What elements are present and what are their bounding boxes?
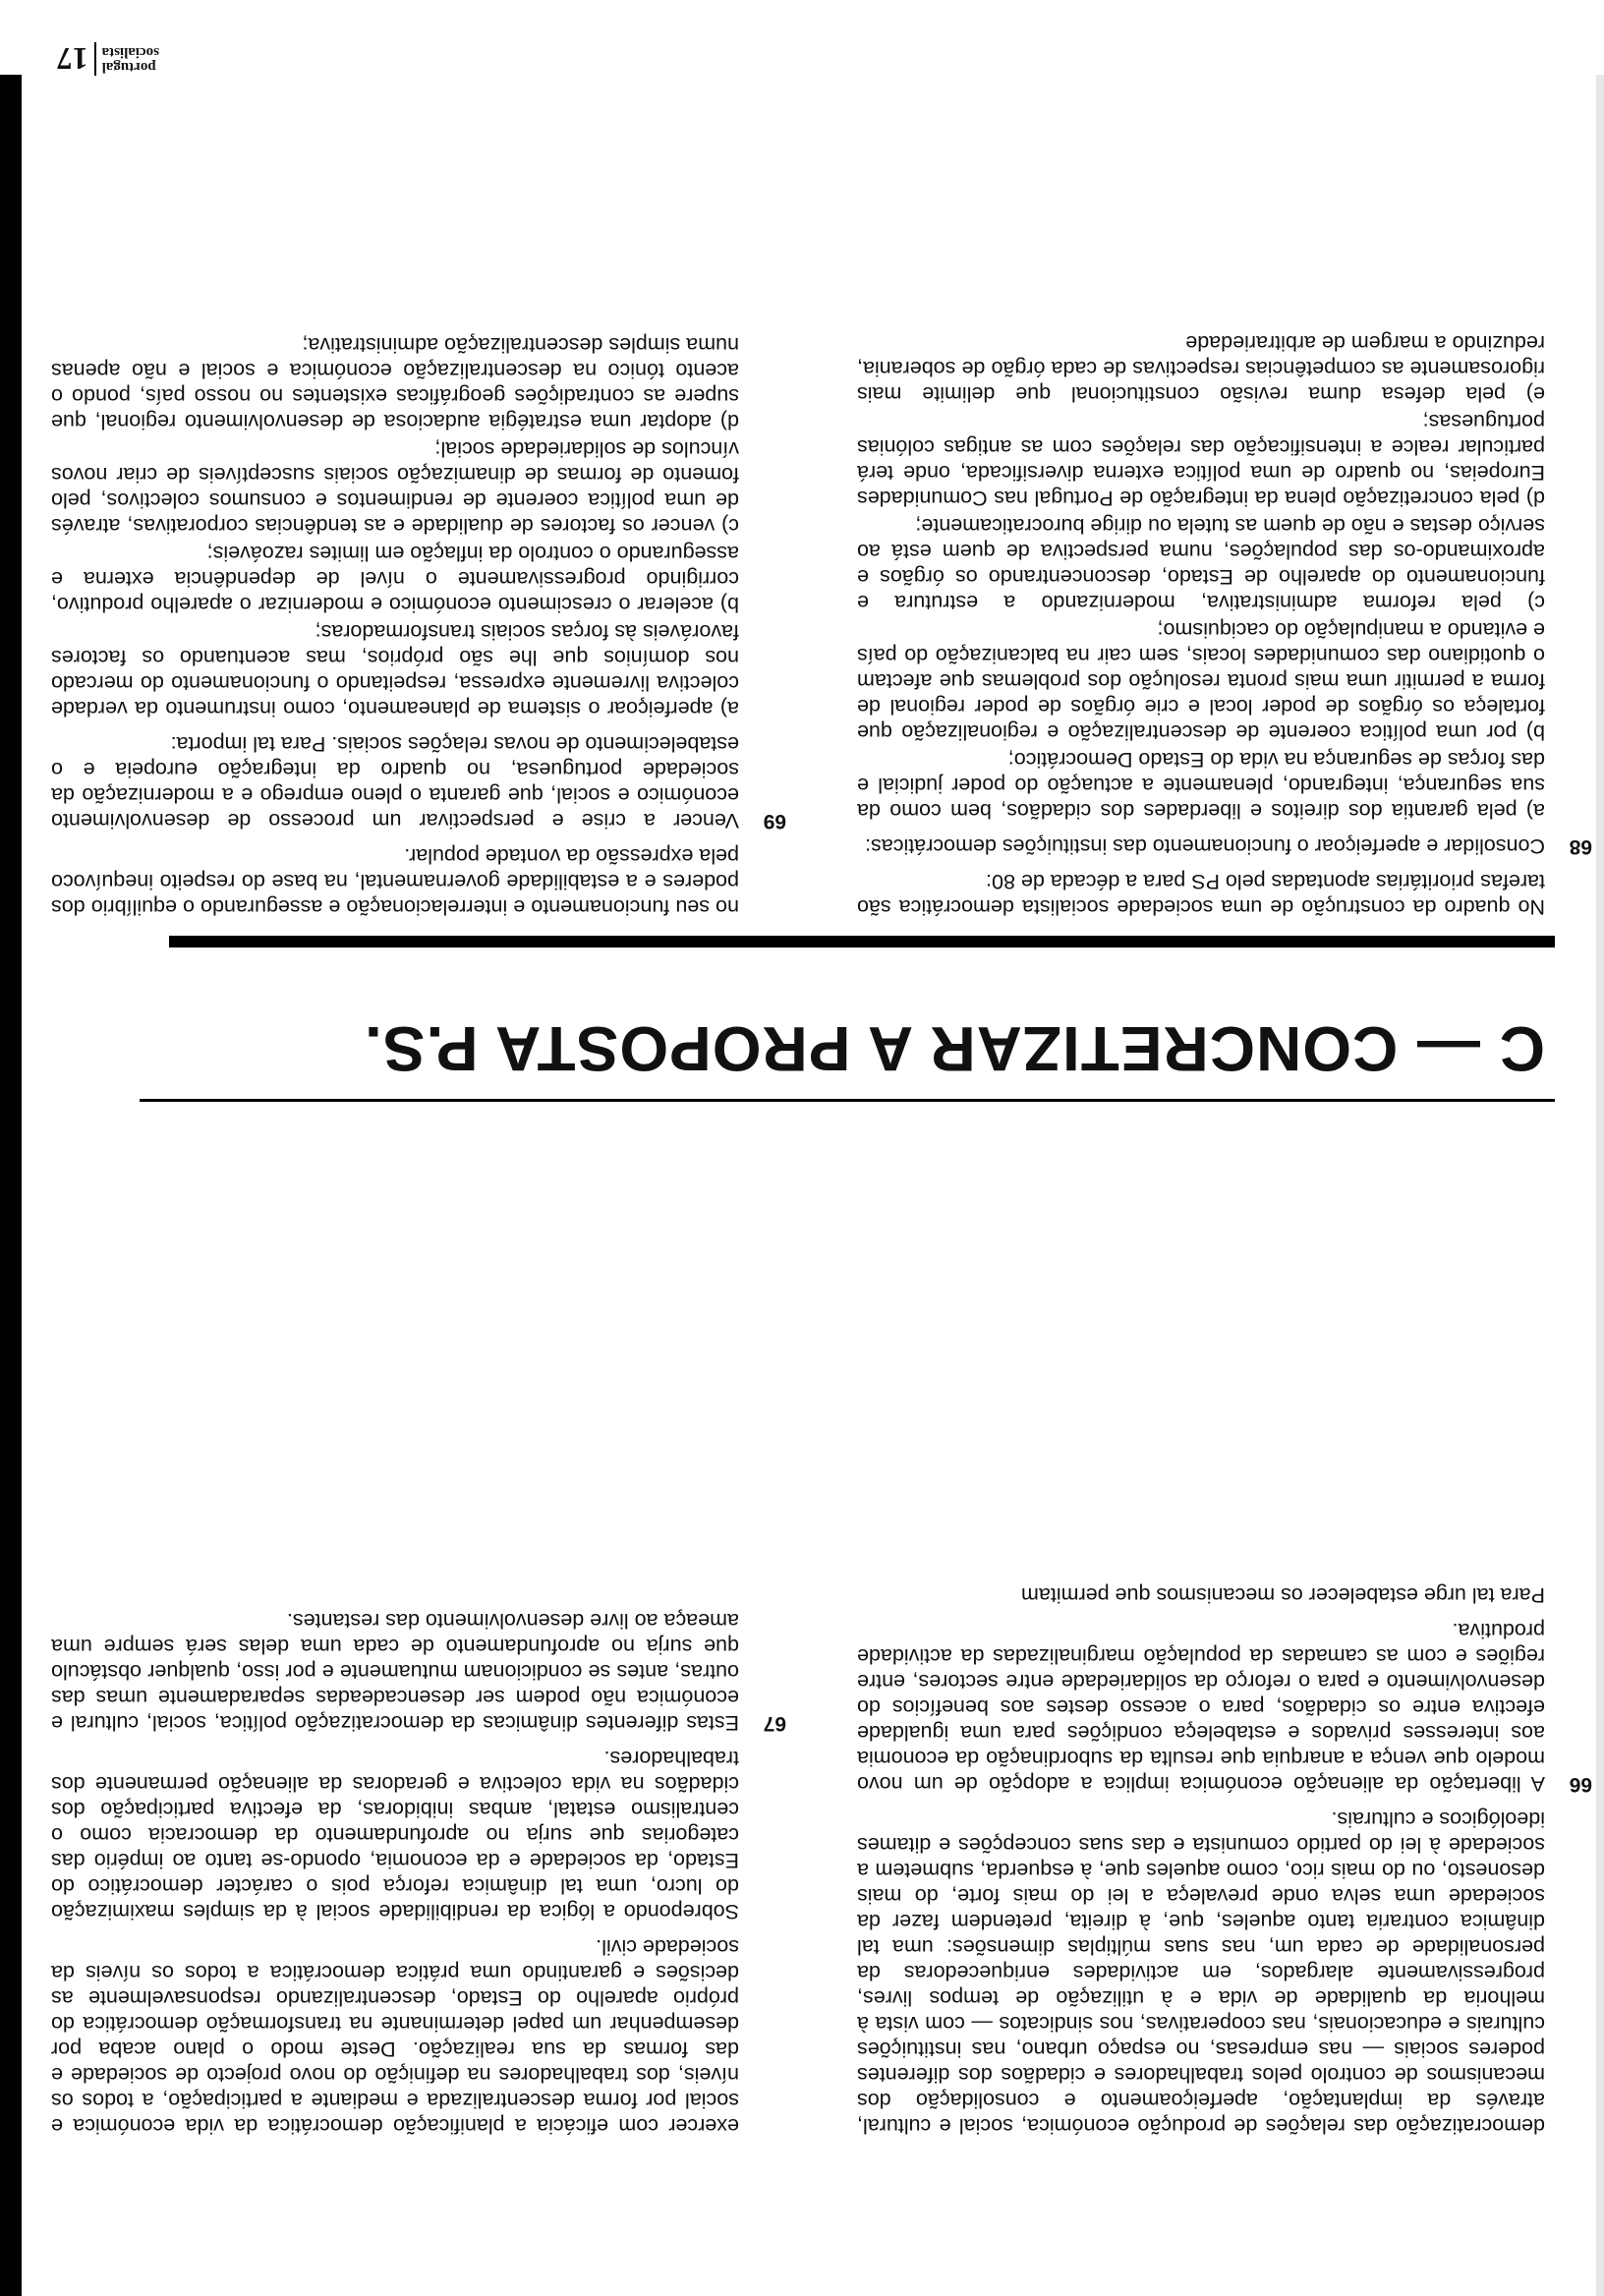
list-item: b) por uma política coerente de descentralização e regionalização que fortaleça os órgãos de poder local e crie órgãos de poder regional de forma a permitir uma mais pronta resolução dos problemas que afectam o quotidiano das comunidades locais, sem cair na balcanização do país e evitando a manipulação do caciquismo; xyxy=(857,618,1545,744)
list-item: e) pela defesa duma revisão constitucional que delimite mais rigorosamente as competências respectivas de cada órgão de soberania, reduzindo a margem de arbitrariedade xyxy=(857,331,1545,406)
paragraph-number: 66 xyxy=(1569,1773,1592,1796)
item-list xyxy=(51,332,739,721)
logo-line: portugal xyxy=(101,59,156,75)
paragraph: no seu funcionamento e interrelacionação e assegurando o equilíbrio dos poderes e a estabilidade governamental, na base do respeito inequívoco pela expressão da vontade popular. xyxy=(51,844,739,919)
divider-rule xyxy=(140,1099,1555,1102)
column-right-top xyxy=(51,1598,786,2139)
column-left-top xyxy=(857,1573,1592,2139)
paragraph-67 xyxy=(51,1608,786,1736)
list-item: a) pela garantia dos direitos e liberdades dos cidadãos, bem como da sua segurança, integrando, plenamente a actuação do poder judicial e das forças de segurança na vida do Estado Democrático; xyxy=(857,748,1545,823)
paragraph-number: 68 xyxy=(1569,835,1592,858)
page-number: 17 xyxy=(56,41,88,78)
column-right-bottom xyxy=(51,330,786,920)
paragraph-number: 69 xyxy=(763,810,786,832)
paragraph-text: Estas diferentes dinâmicas da democratização política, social, cultural e económica não podem ser desencadeadas separadamente umas das outras, antes se condicionam mutuamente e por isso, qualquer obstáculo que surja no aprofundamento de cada uma delas será sempre uma ameaça ao livre desenvolvimento das restantes. xyxy=(51,1609,739,1735)
paragraph-68 xyxy=(857,330,1592,859)
page-footer xyxy=(22,39,159,79)
publication-logo xyxy=(102,44,159,74)
list-item: c) pela reforma administrativa, modernizando a estrutura e funcionamento do aparelho de Estado, desconcentrando os órgãos e aproximando-os das populações, numa perspectiva de quem está ao serviço destas e não de quem as tutela ou dirige burocraticamente; xyxy=(857,514,1545,614)
paragraph: exercer com eficácia a planificação democrática da vida económica e social por forma descentralizada e mediante a participação, a todos os níveis, dos trabalhadores na definição do novo projecto de sociedade e das formas da sua realização. Deste modo o plano acaba por desempenhar um papel determinante na transformação democrática do próprio aparelho do Estado, descentralizando responsavelmente as decisões e garantindo uma prática democrática a todos os níveis da sociedade civil. xyxy=(51,1935,739,2138)
footer-separator xyxy=(94,42,96,76)
scan-bottom-margin xyxy=(0,0,1604,75)
list-item: d) pela concretização plena da integração de Portugal nas Comunidades Europeias, no quadro de uma política externa diversificada, onde terá particular realce a intensificação das relações com as antigas colónias portuguesas; xyxy=(857,410,1545,510)
divider-rule xyxy=(169,936,1555,947)
paragraph: Sobrepondo a lógica da rendibilidade social à da simples maximização do lucro, uma tal dinâmica reforça pois o carácter democrático do Estado, da sociedade e da economia, opondo-se tanto ao império das categorias que surja no aprofundamento da democracia como o centralismo estatal, ambas inibidoras, da efectiva participação dos cidadãos na vida colectiva e geradoras da alienação permanente dos trabalhadores. xyxy=(51,1747,739,1923)
paragraph-number: 67 xyxy=(763,1712,786,1735)
item-list xyxy=(857,330,1545,824)
scan-left-edge xyxy=(1596,0,1604,2296)
logo-line: socialista xyxy=(101,44,159,60)
paragraph-text: A libertação da alienação económica implica a adopção de um novo modelo que vença a anarquia que resulta da subordinação da economia aos interesses privados e estabeleça condições para uma igualdade efectiva entre os cidadãos, para o acesso destes aos benefícios do desenvolvimento e para o reforço da solidariedade entre sectores, entre regiões e com as camadas da população marginalizadas da actividade produtiva. xyxy=(857,1619,1545,1796)
paragraph-text: Consolidar e aperfeiçoar o funcionamento das instituições democráticas: xyxy=(865,834,1545,858)
paragraph-text: Vencer a crise e perspectivar um processo de desenvolvimento económico e social, que garanta o pleno emprego e a modernização da sociedade portuguesa, no quadro da integração europeia e o estabelecimento de novas relações sociais. Para tal importa: xyxy=(51,732,739,832)
paragraph: democratização das relações de produção económica, social e cultural, através da implantação, aperfeiçoamento e consolidação dos mecanismos de controlo pelos trabalhadores e cidadãos dos diferentes poderes sociais — nas empresas, no espaço urbano, nas instituições culturais e educacionais, nas cooperativas, nos sindicatos — com vista à melhoria da qualidade de vida e à utilização de tempos livres, progressivamente alargados, em actividades enriquecedoras da personalidade de cada um, nas suas múltiplas dimensões: uma tal dinâmica contraria tanto aqueles, que, à direita, pretendem fazer da sociedade uma selva onde prevaleça a lei do mais forte, do mais desonesto, ou do mais rico, como aqueles que, à esquerda, submetem a sociedade à lei do partido comunista e das suas concepções e ditames ideológicos e culturais. xyxy=(857,1808,1545,2138)
column-left-bottom xyxy=(857,328,1592,920)
paragraph-text: Para tal urge estabelecer os mecanismos que permitam xyxy=(1021,1583,1545,1607)
paragraph: No quadro da construção de uma sociedade socialista democrática são tarefas prioritárias apontadas pelo PS para a década de 80: xyxy=(857,870,1545,919)
list-item: a) aperfeiçoar o sistema de planeamento, como instrumento da verdade colectiva livremente expressa, respeitando o funcionamento do mercado nos domínios que lhe são próprios, mas acentuando os factores favoráveis às forças sociais transformadoras; xyxy=(51,620,739,720)
paragraph-69 xyxy=(51,332,786,833)
scan-right-edge xyxy=(0,0,22,2296)
list-item: d) adoptar uma estratégia audaciosa de desenvolvimento regional, que supere as contradições geográficas existentes no nosso país, pondo o acento tónico na descentralização económica e social e não apenas numa simples descentralização administrativa; xyxy=(51,333,739,433)
list-item: c) vencer os factores de dualidade e as tendências corporativas, através de uma política coerente de rendimentos e consumos colectivos, pelo fomento de formas de dinamização sociais susceptíveis de criar novos vínculos de solidariedade social; xyxy=(51,437,739,538)
scan-top-margin xyxy=(0,2208,1604,2296)
section-heading: C — CONCRETIZAR A PROPOSTA P.S. xyxy=(363,1013,1545,1084)
list-item: b) acelerar o crescimento económico e modernizar o aparelho produtivo, corrigindo progressivamente o nível de dependência externa e assegurando o controlo da inflação em limites razoáveis; xyxy=(51,542,739,616)
paragraph-66 xyxy=(857,1582,1592,1797)
